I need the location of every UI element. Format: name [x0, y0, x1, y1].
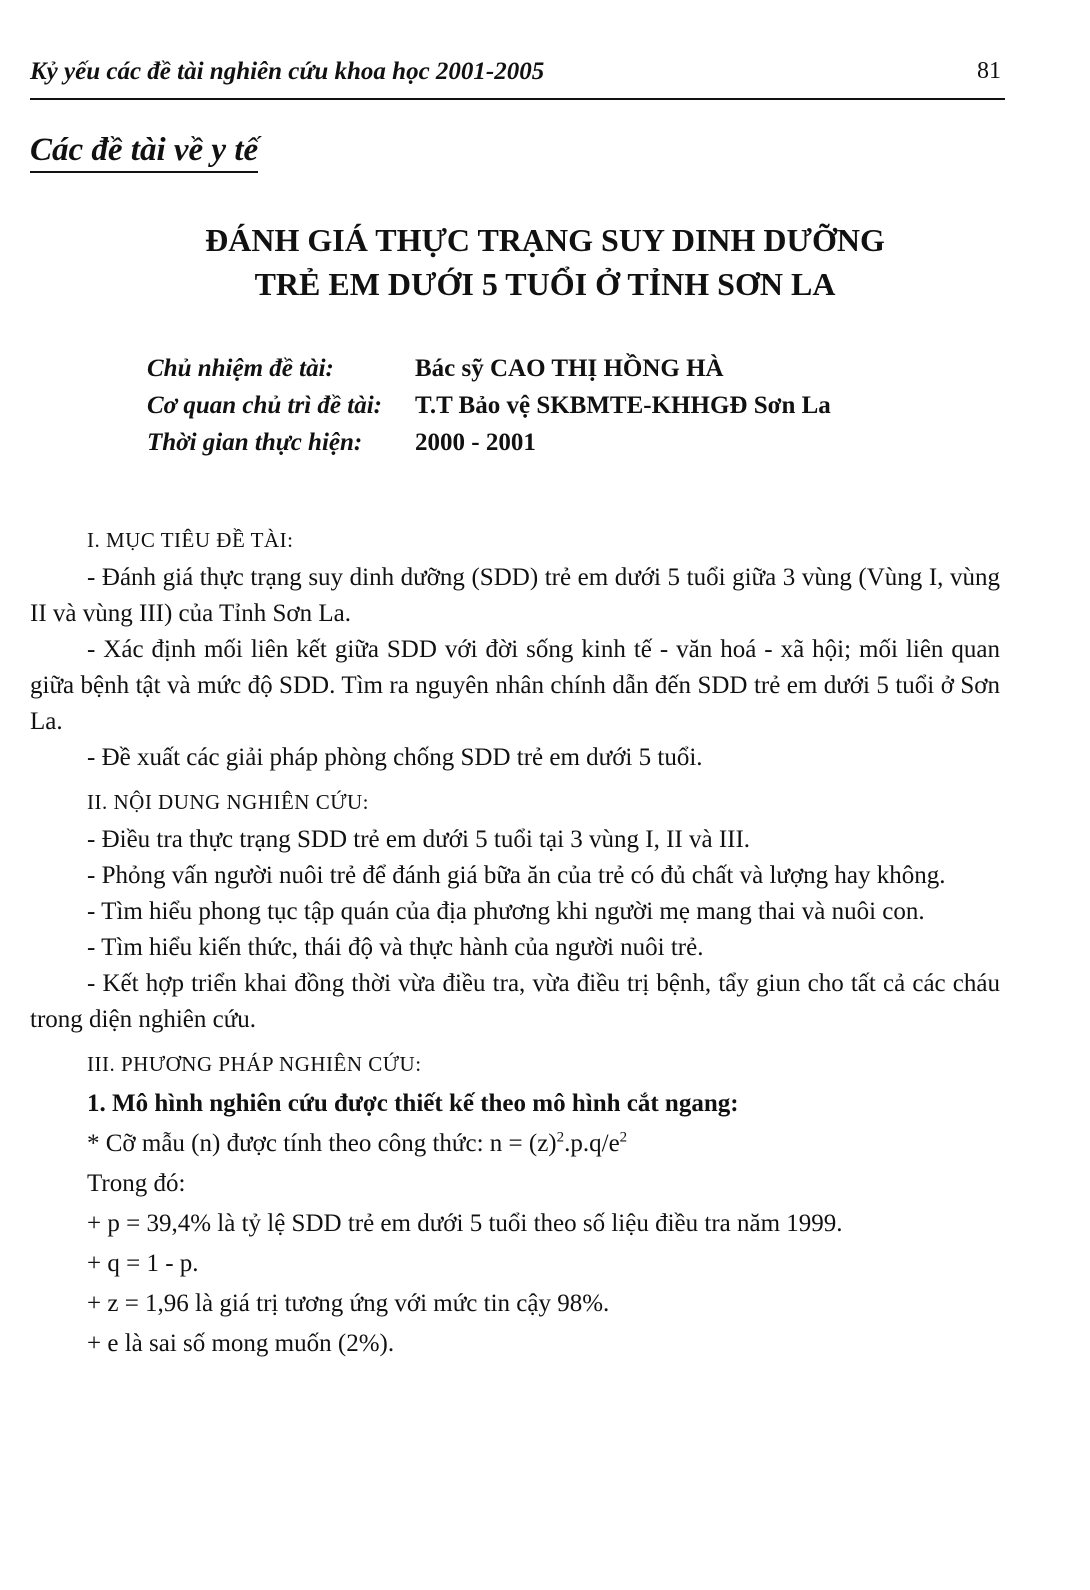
- title-line-1: ĐÁNH GIÁ THỰC TRẠNG SUY DINH DƯỠNG: [205, 222, 885, 258]
- where-label: Trong đó:: [87, 1170, 186, 1197]
- content-item: - Điều tra thực trạng SDD trẻ em dưới 5 tuổi tại 3 vùng I, II và III.: [87, 826, 751, 853]
- page-number: 81: [977, 58, 1001, 84]
- formula-exponent: 2: [556, 1129, 565, 1146]
- objective-item: - Đánh giá thực trạng suy dinh dưỡng (SDD) trẻ em dưới 5 tuổi giữa 3 vùng (Vùng I, vùng II và vùng III) của Tỉnh Sơn La.: [30, 564, 1000, 627]
- section-title: Các đề tài về y tế: [30, 132, 258, 173]
- meta-row-leader: [147, 350, 831, 387]
- running-header: [30, 58, 1005, 100]
- formula-mid: .p.q/e: [564, 1130, 620, 1157]
- project-meta: [147, 350, 831, 461]
- parameter-item: + q = 1 - p.: [87, 1250, 199, 1277]
- meta-label: Thời gian thực hiện:: [147, 429, 363, 456]
- methods-subheading: 1. Mô hình nghiên cứu được thiết kế theo mô hình cắt ngang:: [87, 1090, 739, 1117]
- content-item: - Phỏng vấn người nuôi trẻ để đánh giá bữa ăn của trẻ có đủ chất và lượng hay không.: [87, 862, 946, 889]
- methods-heading: III. PHƯƠNG PHÁP NGHIÊN CỨU:: [87, 1052, 422, 1076]
- title-line-2: TRẺ EM DƯỚI 5 TUỔI Ở TỈNH SƠN LA: [254, 266, 836, 302]
- body-content: [30, 524, 1000, 1364]
- objective-item: - Đề xuất các giải pháp phòng chống SDD trẻ em dưới 5 tuổi.: [87, 744, 703, 771]
- header-title: Kỷ yếu các đề tài nghiên cứu khoa học 2001-2005: [30, 58, 545, 85]
- content-item: - Tìm hiểu kiến thức, thái độ và thực hành của người nuôi trẻ.: [87, 934, 704, 961]
- objectives-heading: I. MỤC TIÊU ĐỀ TÀI:: [87, 528, 294, 552]
- meta-row-agency: [147, 387, 831, 424]
- content-item: - Tìm hiểu phong tục tập quán của địa phương khi người mẹ mang thai và nuôi con.: [87, 898, 925, 925]
- formula-prefix: * Cỡ mẫu (n) được tính theo công thức: n = (z): [87, 1130, 557, 1157]
- content-heading: II. NỘI DUNG NGHIÊN CỨU:: [87, 790, 370, 814]
- meta-label: Chủ nhiệm đề tài:: [147, 355, 334, 382]
- meta-value: 2000 - 2001: [415, 429, 536, 456]
- sample-size-formula: [30, 1124, 1000, 1164]
- content-item: - Kết hợp triển khai đồng thời vừa điều tra, vừa điều trị bệnh, tẩy giun cho tất cả các cháu trong diện nghiên cứu.: [30, 970, 1000, 1033]
- meta-row-period: [147, 424, 831, 461]
- parameter-item: + e là sai số mong muốn (2%).: [87, 1330, 395, 1357]
- meta-label: Cơ quan chủ trì đề tài:: [147, 392, 382, 419]
- meta-value: T.T Bảo vệ SKBMTE-KHHGĐ Sơn La: [415, 392, 831, 419]
- objective-item: - Xác định mối liên kết giữa SDD với đời sống kinh tế - văn hoá - xã hội; mối liên quan giữa bệnh tật và mức độ SDD. Tìm ra nguyên nhân chính dẫn đến SDD trẻ em dưới 5 tuổi ở Sơn La.: [30, 636, 1000, 735]
- formula-exponent: 2: [619, 1129, 628, 1146]
- article-title: [0, 218, 1090, 306]
- parameter-item: + p = 39,4% là tỷ lệ SDD trẻ em dưới 5 tuổi theo số liệu điều tra năm 1999.: [87, 1210, 843, 1237]
- meta-value: Bác sỹ CAO THỊ HỒNG HÀ: [415, 355, 724, 382]
- parameter-item: + z = 1,96 là giá trị tương ứng với mức tin cậy 98%.: [87, 1290, 610, 1317]
